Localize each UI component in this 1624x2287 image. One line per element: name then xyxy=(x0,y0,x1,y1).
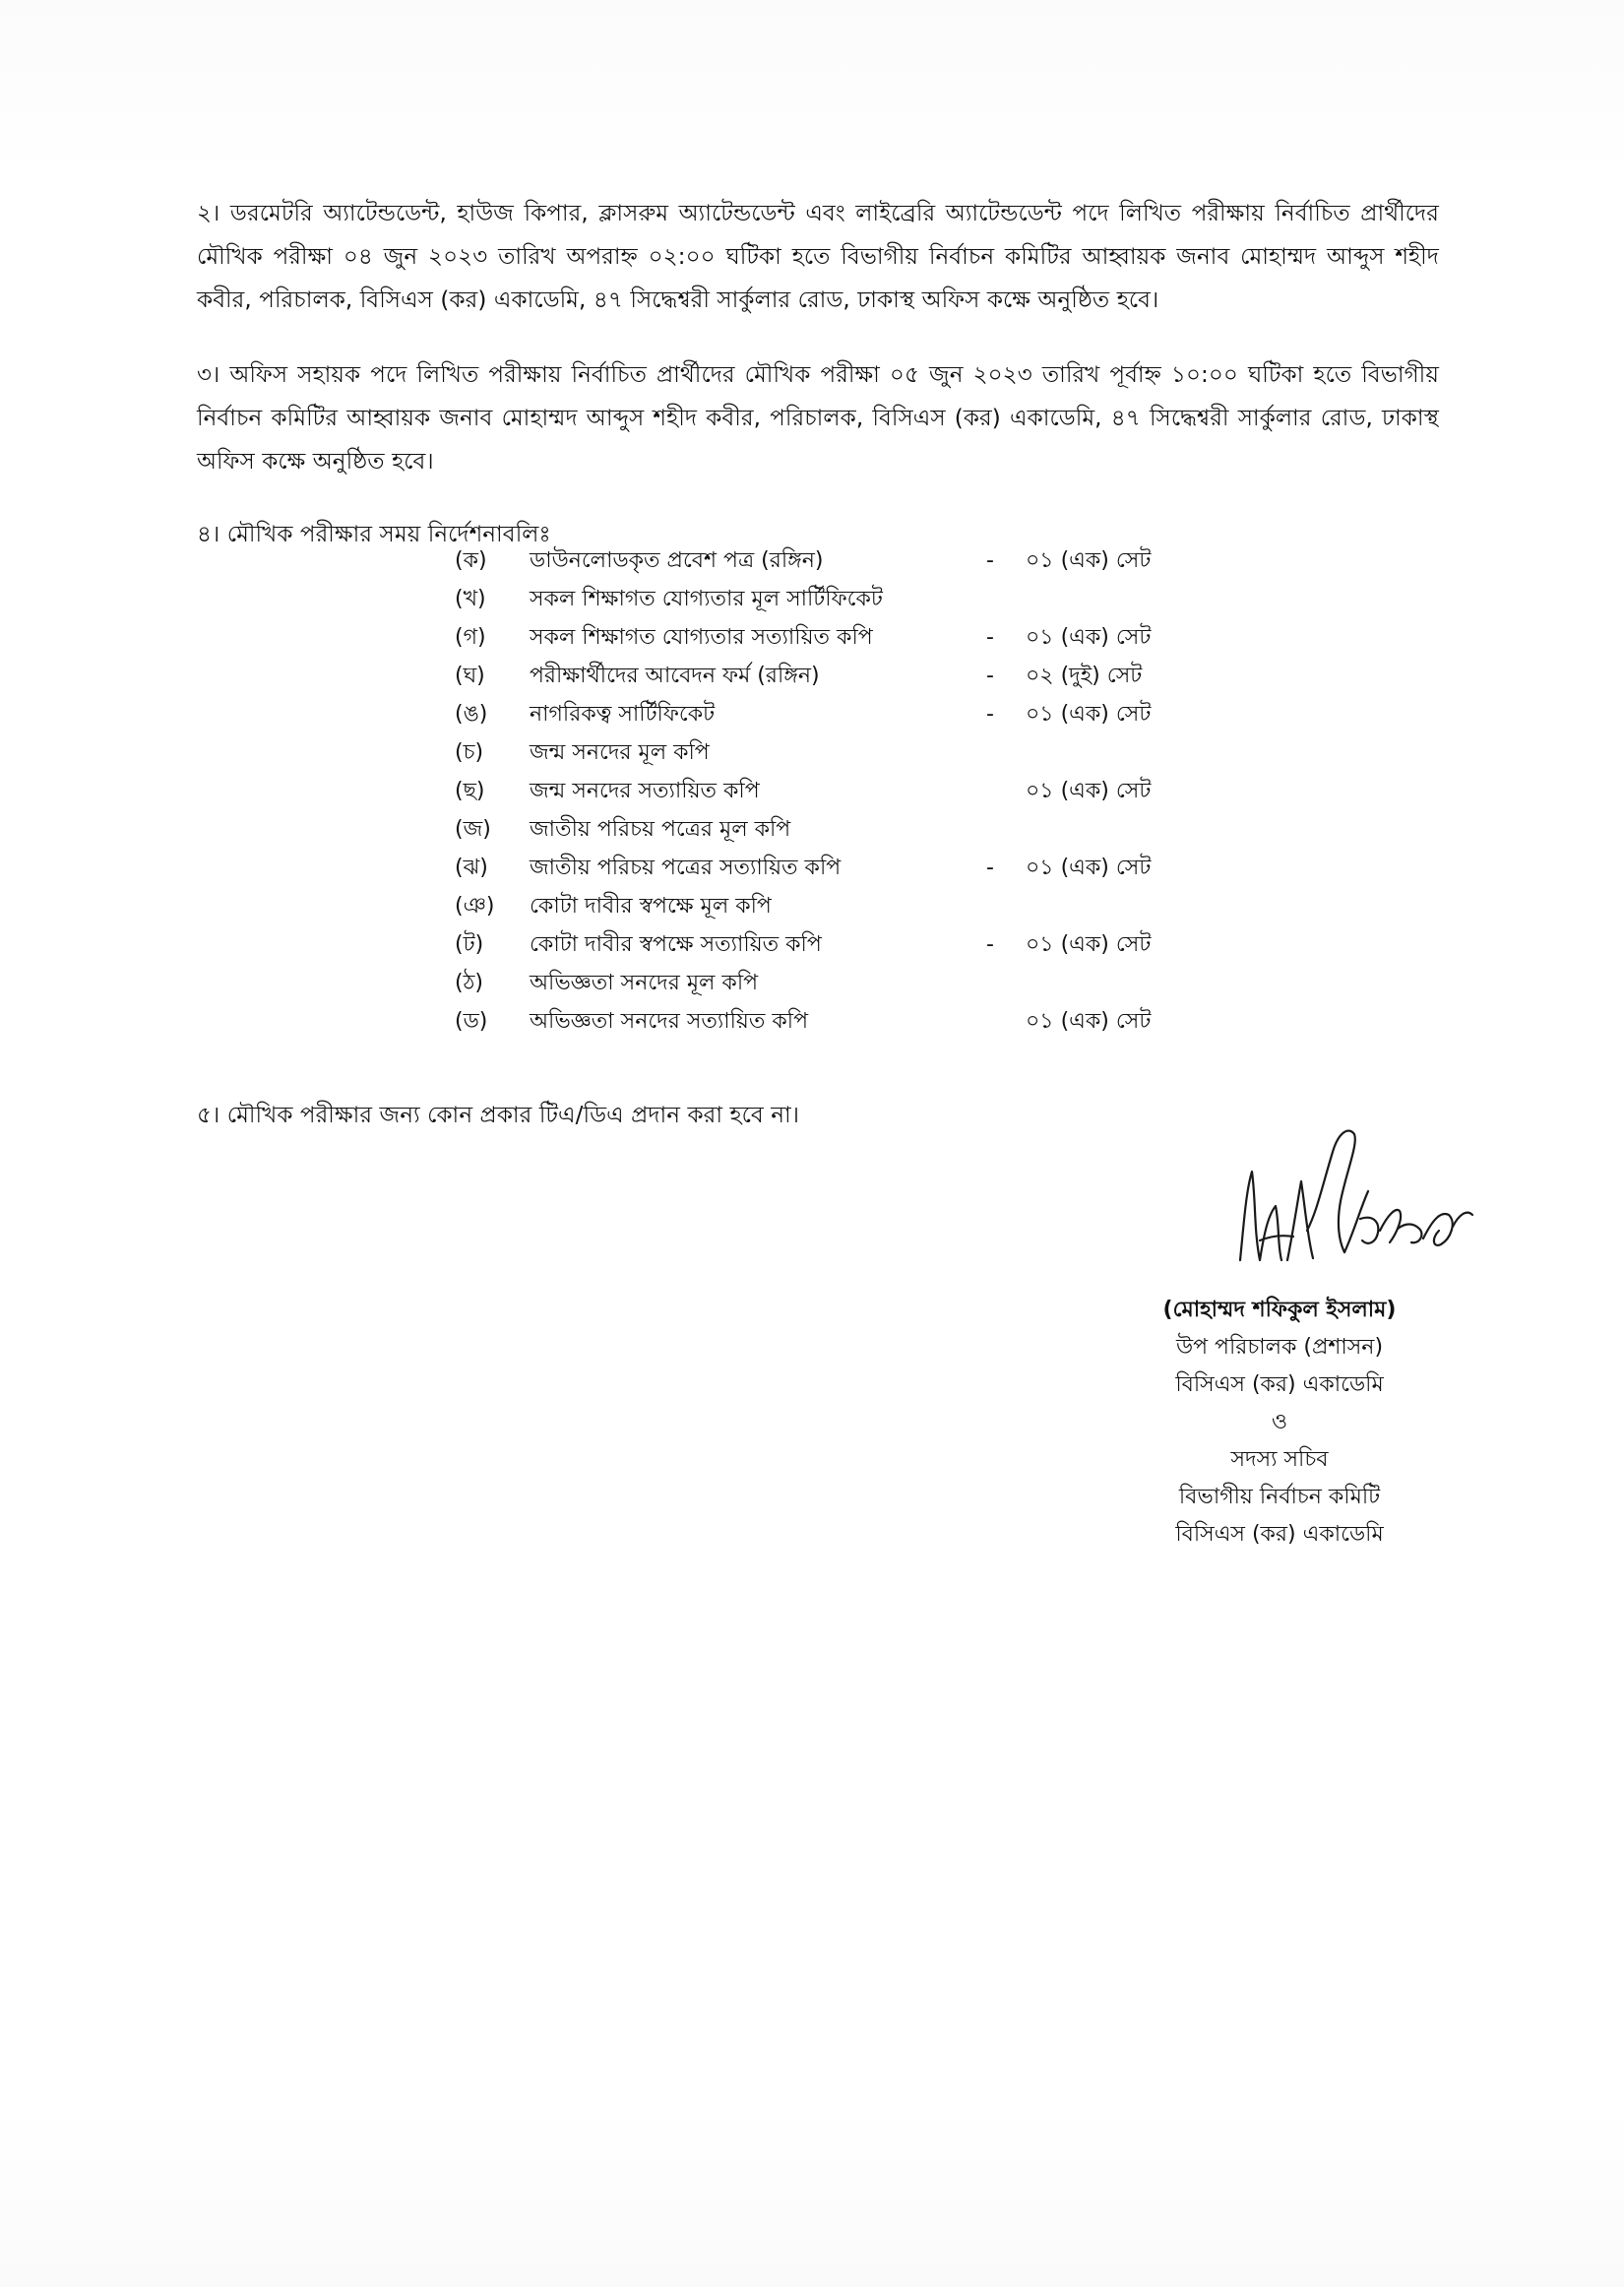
requirement-item: সকল শিক্ষাগত যোগ্যতার মূল সার্টিফিকেট xyxy=(530,587,883,611)
requirement-item: ডাউনলোডকৃত প্রবেশ পত্র (রঙ্গিন) xyxy=(530,548,824,573)
requirement-label: (ড) xyxy=(455,1009,488,1034)
requirement-label: (ঝ) xyxy=(455,856,488,880)
requirement-label: (চ) xyxy=(455,740,484,765)
requirement-label: (ছ) xyxy=(455,779,485,803)
list-item xyxy=(455,695,1203,733)
requirement-quantity: ০১ (এক) সেট xyxy=(1026,779,1152,803)
signatory-name: (মোহাম্মদ শফিকুল ইসলাম) xyxy=(1162,1298,1397,1322)
requirement-quantity: ০১ (এক) সেট xyxy=(1026,1009,1152,1034)
requirement-dash: - xyxy=(986,702,994,727)
paragraph-5: ৫। মৌখিক পরীক্ষার জন্য কোন প্রকার টিএ/ডিএ প্রদান করা হবে না। xyxy=(197,1103,800,1128)
signatory-block xyxy=(1112,1292,1447,1554)
requirement-dash: - xyxy=(986,548,994,573)
list-item xyxy=(455,1002,1203,1041)
requirement-dash: - xyxy=(986,856,994,880)
signatory-office-2: বিসিএস (কর) একাডেমি xyxy=(1175,1522,1384,1547)
list-item xyxy=(455,810,1203,849)
requirement-dash: - xyxy=(986,625,994,650)
list-item xyxy=(455,964,1203,1002)
requirement-quantity: ০১ (এক) সেট xyxy=(1026,856,1152,880)
requirement-item: নাগরিকত্ব সার্টিফিকেট xyxy=(530,702,716,727)
requirement-item: জাতীয় পরিচয় পত্রের মূল কপি xyxy=(530,817,791,842)
requirement-item: সকল শিক্ষাগত যোগ্যতার সত্যায়িত কপি xyxy=(530,625,873,650)
list-item xyxy=(455,887,1203,925)
requirement-dash: - xyxy=(986,932,994,957)
requirement-label: (ট) xyxy=(455,932,484,957)
signatory-role: সদস্য সচিব xyxy=(1230,1447,1329,1472)
requirements-list xyxy=(455,541,1203,1041)
requirement-label: (ক) xyxy=(455,548,487,573)
paragraph-3: ৩। অফিস সহায়ক পদে লিখিত পরীক্ষায় নির্বাচিত প্রার্থীদের মৌখিক পরীক্ষা ০৫ জুন ২০২৩ তারিখ পূর্বাহ্ন ১০:০০ ঘটিকা হতে বিভাগীয় নির্বাচন কমিটির আহ্বায়ক জনাব মোহাম্মদ আব্দুস শহীদ কবীর, পরিচালক, বিসিএস (কর) একাডেমি, ৪৭ সিদ্ধেশ্বরী সার্কুলার রোড, ঢাকাস্থ অফিস কক্ষে অনুষ্ঠিত হবে। xyxy=(197,362,1439,475)
list-item xyxy=(455,925,1203,964)
requirement-label: (খ) xyxy=(455,587,486,611)
list-item xyxy=(455,618,1203,657)
list-item xyxy=(455,733,1203,772)
requirement-label: (ঠ) xyxy=(455,971,483,995)
list-item xyxy=(455,772,1203,810)
requirement-item: জন্ম সনদের মূল কপি xyxy=(530,740,710,765)
requirement-item: অভিজ্ঞতা সনদের মূল কপি xyxy=(530,971,759,995)
requirement-item: অভিজ্ঞতা সনদের সত্যায়িত কপি xyxy=(530,1009,809,1034)
requirement-quantity: ০১ (এক) সেট xyxy=(1026,932,1152,957)
requirement-quantity: ০১ (এক) সেট xyxy=(1026,625,1152,650)
list-item xyxy=(455,580,1203,618)
requirement-quantity: ০১ (এক) সেট xyxy=(1026,702,1152,727)
list-item xyxy=(455,849,1203,887)
requirement-label: (ঙ) xyxy=(455,702,488,727)
requirement-item: কোটা দাবীর স্বপক্ষে সত্যায়িত কপি xyxy=(530,932,822,957)
signatory-designation: উপ পরিচালক (প্রশাসন) xyxy=(1175,1335,1384,1360)
requirement-dash: - xyxy=(986,664,994,688)
requirement-label: (গ) xyxy=(455,625,486,650)
list-item xyxy=(455,541,1203,580)
requirement-item: পরীক্ষার্থীদের আবেদন ফর্ম (রঙ্গিন) xyxy=(530,664,820,688)
handwritten-signature xyxy=(1230,1112,1476,1290)
requirement-quantity: ০২ (দুই) সেট xyxy=(1026,664,1143,688)
requirement-item: জাতীয় পরিচয় পত্রের সত্যায়িত কপি xyxy=(530,856,842,880)
requirement-item: কোটা দাবীর স্বপক্ষে মূল কপি xyxy=(530,894,772,919)
requirement-label: (জ) xyxy=(455,817,491,842)
requirement-item: জন্ম সনদের সত্যায়িত কপি xyxy=(530,779,760,803)
requirement-label: (ঘ) xyxy=(455,664,485,688)
signatory-committee: বিভাগীয় নির্বাচন কমিটি xyxy=(1178,1485,1381,1509)
signatory-conjunction: ও xyxy=(1271,1410,1288,1434)
list-item xyxy=(455,657,1203,695)
signatory-office: বিসিএস (কর) একাডেমি xyxy=(1175,1372,1384,1397)
requirement-quantity: ০১ (এক) সেট xyxy=(1026,548,1152,573)
paragraph-2: ২। ডরমেটরি অ্যাটেন্ডডেন্ট, হাউজ কিপার, ক্লাসরুম অ্যাটেন্ডডেন্ট এবং লাইব্রেরি অ্যাটেন্ডডেন্ট পদে লিখিত পরীক্ষায় নির্বাচিত প্রার্থীদের মৌখিক পরীক্ষা ০৪ জুন ২০২৩ তারিখ অপরাহ্ন ০২:০০ ঘটিকা হতে বিভাগীয় নির্বাচন কমিটির আহ্বায়ক জনাব মোহাম্মদ আব্দুস শহীদ কবীর, পরিচালক, বিসিএস (কর) একাডেমি, ৪৭ সিদ্ধেশ্বরী সার্কুলার রোড, ঢাকাস্থ অফিস কক্ষে অনুষ্ঠিত হবে। xyxy=(197,201,1439,313)
requirement-label: (ঞ) xyxy=(455,894,495,919)
paragraph-4-heading: ৪। মৌখিক পরীক্ষার সময় নির্দেশনাবলিঃ xyxy=(197,522,551,547)
